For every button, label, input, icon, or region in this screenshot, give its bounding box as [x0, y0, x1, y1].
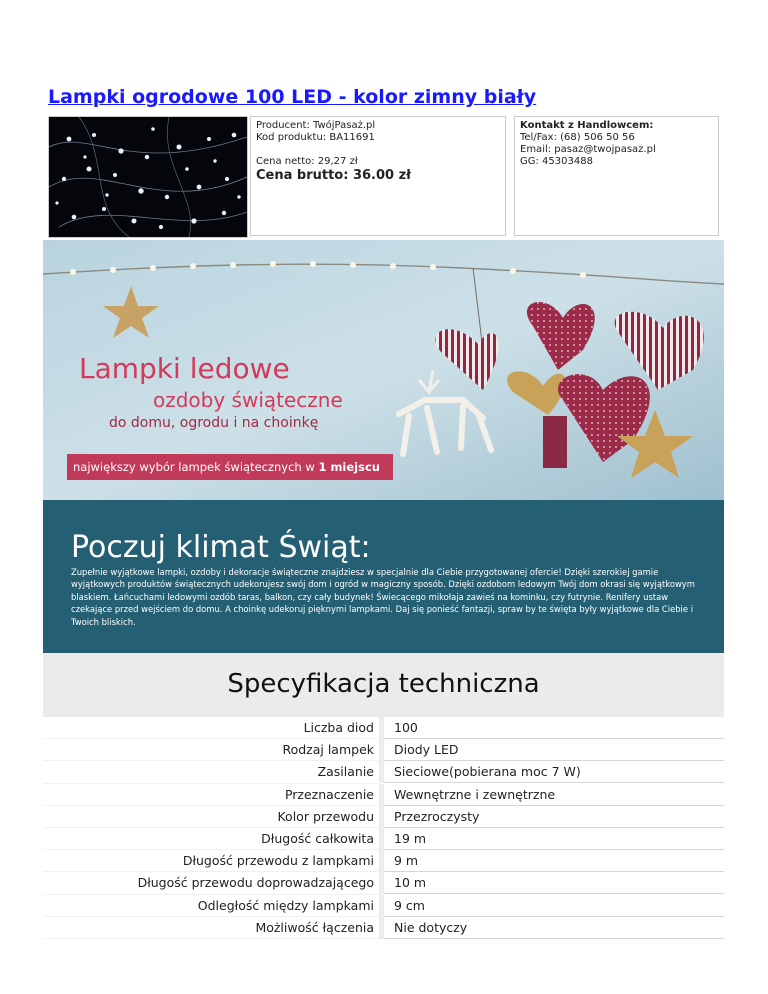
product-thumbnail[interactable]	[48, 116, 248, 238]
spec-row	[43, 917, 724, 939]
producer-text: Producent: TwójPasaż.pl	[256, 120, 376, 131]
spec-row	[43, 872, 724, 894]
spec-row	[43, 784, 724, 806]
spec-row	[43, 761, 724, 783]
banner-tagline-text: największy wybór lampek świątecznych w	[73, 460, 319, 474]
banner-line-2	[153, 388, 343, 412]
contact-box	[514, 116, 719, 236]
promo-heading: Poczuj klimat Świąt:	[71, 530, 371, 565]
spec-value: 9 cm	[384, 895, 724, 917]
product-title-link[interactable]: Lampki ogrodowe 100 LED - kolor zimny biały	[48, 86, 537, 108]
banner-tagline-bold: 1 miejscu	[318, 460, 380, 474]
spec-key: Zasilanie	[317, 764, 374, 780]
spec-key: Możliwość łączenia	[255, 919, 374, 935]
product-info-box	[250, 116, 506, 236]
spec-key: Długość przewodu doprowadzającego	[137, 875, 374, 891]
spec-key: Odległość między lampkami	[197, 897, 374, 913]
promo-section	[43, 500, 724, 653]
spec-row	[43, 806, 724, 828]
christmas-banner	[43, 240, 724, 500]
contact-heading: Kontakt z Handlowcem:	[520, 120, 654, 131]
banner-word-swiateczne: świąteczne	[225, 388, 343, 412]
spec-section	[43, 653, 724, 994]
spec-value: Przezroczysty	[384, 806, 724, 828]
banner-word-ledowe: ledowe	[180, 352, 290, 385]
spec-value: Diody LED	[384, 739, 724, 761]
banner-line-1	[79, 352, 290, 385]
spec-value: 9 m	[384, 850, 724, 872]
contact-email: Email: pasaz@twojpasaz.pl	[520, 144, 656, 155]
contact-phone: Tel/Fax: (68) 506 50 56	[520, 132, 635, 143]
spec-value: Sieciowe(pobierana moc 7 W)	[384, 761, 724, 783]
spec-value: Nie dotyczy	[384, 917, 724, 939]
product-code-text: Kod produktu: BA11691	[256, 132, 375, 143]
spec-value: 19 m	[384, 828, 724, 850]
promo-body: Zupełnie wyjątkowe lampki, ozdoby i dekoracje świąteczne znajdziesz w specjalnie dla Ciebie przygotowanej ofercie! Dzięki szerokiej gamie wyjątkowych produktów świątecznych udekorujesz swój dom i ogród w magiczny sposób. Dzięki ozdobom ledowym Twój dom okrasi się wyjątkowym blaskiem. Łańcuchami ledowymi ozdób taras, balkon, czy cały budynek! Świecącego mikołaja zawieś na kominku, czy futrynie. Renifery ustaw czekające przed wejściem do domu. A choinkę udekoruj pięknymi lampkami. Daj się ponieść fantazji, spraw by te święta były wyjątkowe dla Ciebie i Twoich bliskich.	[71, 567, 695, 627]
spec-key: Kolor przewodu	[277, 808, 374, 824]
spec-row	[43, 717, 724, 739]
banner-line-3: do domu, ogrodu i na choinkę	[109, 415, 319, 431]
banner-text	[43, 240, 724, 500]
banner-word-lampki: Lampki	[79, 352, 181, 385]
spec-heading: Specyfikacja techniczna	[227, 669, 540, 699]
spec-value: 100	[384, 717, 724, 739]
spec-value: Wewnętrzne i zewnętrzne	[384, 784, 724, 806]
spec-row	[43, 850, 724, 872]
spec-key: Rodzaj lampek	[282, 742, 374, 758]
net-price-text: Cena netto: 29,27 zł	[256, 156, 358, 167]
banner-tagline	[67, 454, 393, 480]
spec-row	[43, 739, 724, 761]
spec-header	[43, 653, 724, 717]
led-lights-image	[49, 117, 247, 237]
spec-key: Długość przewodu z lampkami	[182, 853, 374, 869]
spec-value: 10 m	[384, 872, 724, 894]
spec-table	[43, 717, 724, 939]
spec-row	[43, 828, 724, 850]
spec-key: Długość całkowita	[261, 830, 374, 846]
spec-row	[43, 895, 724, 917]
contact-gg: GG: 45303488	[520, 156, 593, 167]
spec-key: Przeznaczenie	[284, 786, 374, 802]
spec-key: Liczba diod	[303, 720, 374, 735]
banner-word-ozdoby: ozdoby	[153, 388, 226, 412]
gross-price-text: Cena brutto: 36.00 zł	[256, 168, 412, 183]
